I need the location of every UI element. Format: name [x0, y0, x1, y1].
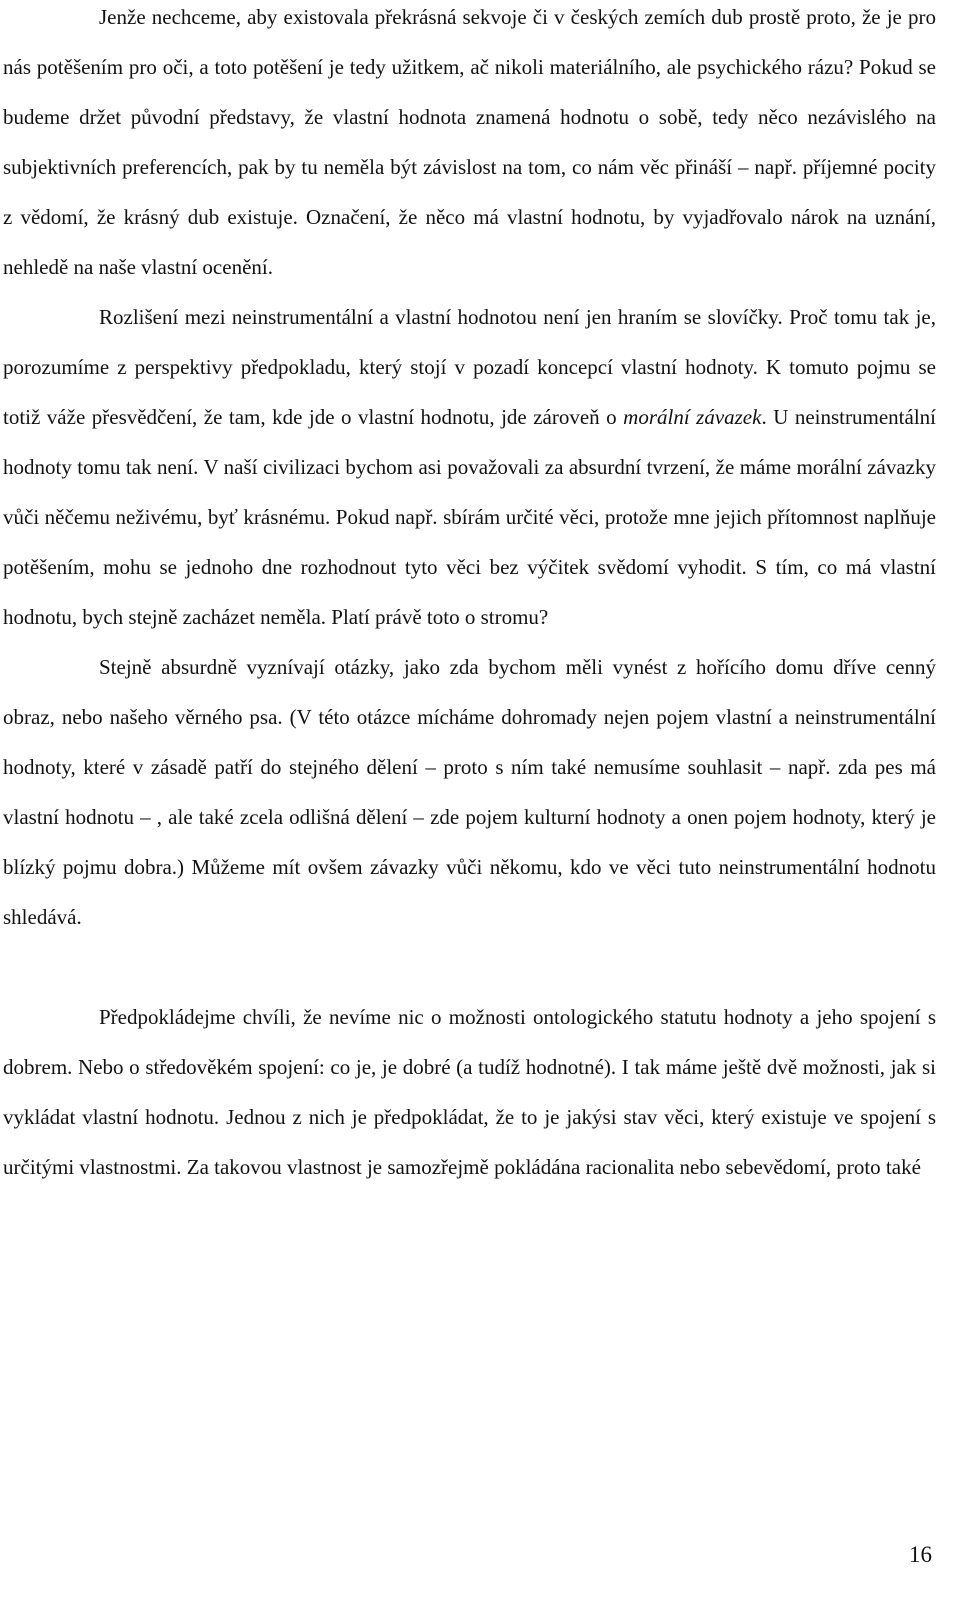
paragraph-4-text: Předpokládejme chvíli, že nevíme nic o možnosti ontologického statutu hodnoty a jeho spojení s dobrem. Nebo o středověkém spojení: co je, je dobré (a tudíž hodnotné). I tak máme ještě dvě možnosti, jak si vykládat vlastní hodnotu. Jednou z nich je předpokládat, že to je jakýsi stav věci, který existuje ve spojení s určitými vlastnostmi. Za takovou vlastnost je samozřejmě pokládána racionalita nebo sebevědomí, proto také [3, 1005, 936, 1179]
paragraph-spacer [3, 942, 936, 992]
paragraph-4 [3, 992, 936, 1192]
paragraph-2-emphasis: morální závazek [623, 405, 762, 429]
paragraph-2 [3, 292, 936, 642]
paragraph-3-text: Stejně absurdně vyznívají otázky, jako zda bychom měli vynést z hořícího domu dříve cenný obraz, nebo našeho věrného psa. (V této otázce mícháme dohromady nejen pojem vlastní a neinstrumentální hodnoty, které v zásadě patří do stejného dělení – proto s ním také nemusíme souhlasit – např. zda pes má vlastní hodnotu – , ale také zcela odlišná dělení – zde pojem kulturní hodnoty a onen pojem hodnoty, který je blízký pojmu dobra.) Můžeme mít ovšem závazky vůči někomu, kdo ve věci tuto neinstrumentální hodnotu shledává. [3, 655, 936, 929]
paragraph-2-text-b: . U neinstrumentální hodnoty tomu tak není. V naší civilizaci bychom asi považovali za absurdní tvrzení, že máme morální závazky vůči něčemu neživému, byť krásnému. Pokud např. sbírám určité věci, protože mne jejich přítomnost naplňuje potěšením, mohu se jednoho dne rozhodnout tyto věci bez výčitek svědomí vyhodit. S tím, co má vlastní hodnotu, bych stejně zacházet neměla. Platí právě toto o stromu? [3, 405, 936, 629]
paragraph-1 [3, 0, 936, 292]
paragraph-2-text-a: Rozlišení mezi neinstrumentální a vlastní hodnotou není jen hraním se slovíčky. Proč tomu tak je, porozumíme z perspektivy předpokladu, který stojí v pozadí koncepcí vlastní hodnoty. K tomuto pojmu se totiž váže přesvědčení, že tam, kde jde o vlastní hodnotu, jde zároveň o [3, 305, 936, 429]
paragraph-1-text: Jenže nechceme, aby existovala překrásná sekvoje či v českých zemích dub prostě proto, že je pro nás potěšením pro oči, a toto potěšení je tedy užitkem, ač nikoli materiálního, ale psychického rázu? Pokud se budeme držet původní představy, že vlastní hodnota znamená hodnotu o sobě, tedy něco nezávislého na subjektivních preferencích, pak by tu neměla být závislost na tom, co nám věc přináší – např. příjemné pocity z vědomí, že krásný dub existuje. Označení, že něco má vlastní hodnotu, by vyjadřovalo nárok na uznání, nehledě na naše vlastní ocenění. [3, 5, 936, 279]
page-number: 16 [909, 1542, 932, 1567]
paragraph-3 [3, 642, 936, 942]
